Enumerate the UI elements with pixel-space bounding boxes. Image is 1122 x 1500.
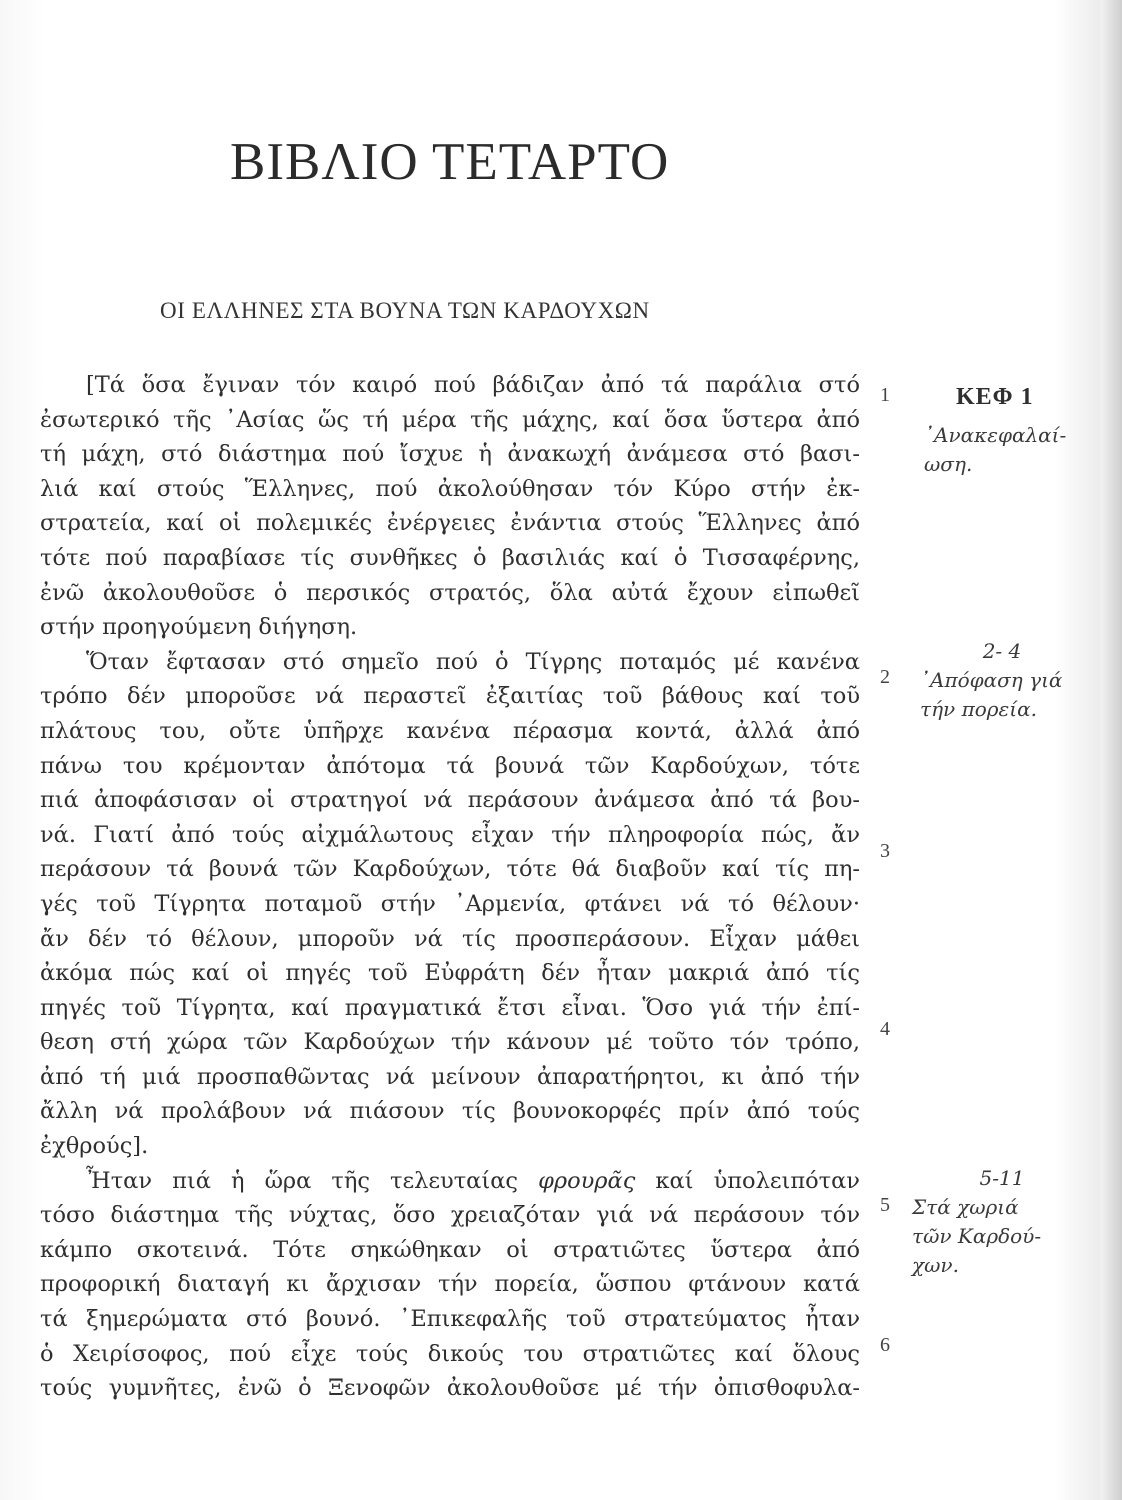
text-line: περάσουν τά βουνά τῶν Καρδούχων, τότε θά διαβοῦν καί τίς πη- xyxy=(40,856,860,883)
text-line: ἐσωτερικό τῆς ᾿Ασίας ὥς τή μέρα τῆς μάχης, καί ὅσα ὕστερα ἀπό xyxy=(40,406,860,433)
italic-word: φρουρᾶς xyxy=(538,1167,636,1194)
text-line: τά ξημερώματα στό βουνό. ᾿Επικεφαλῆς τοῦ στρατεύματος ἦταν xyxy=(40,1306,860,1333)
text-line xyxy=(40,1164,860,1199)
text-line: ἄλλη νά προλάβουν νά πιάσουν τίς βουνοκορφές πρίν ἀπό τούς xyxy=(40,1098,860,1125)
margin-note-villages xyxy=(912,1164,1102,1280)
text-line: πηγές τοῦ Τίγρητα, καί πραγματικά ἔτσι εἶναι. Ὅσο γιά τήν ἐπί- xyxy=(40,994,860,1021)
paragraph-number: 6 xyxy=(880,1334,890,1356)
margin-note-text: Στά χωριά τῶν Καρδού- χων. xyxy=(912,1195,1042,1277)
margin-note-range: 2- 4 xyxy=(982,639,1022,663)
text-line: πλάτους του, οὔτε ὑπῆρχε κανένα πέρασμα κοντά, ἀλλά ἀπό xyxy=(40,717,860,744)
text-line: στήν προηγούμενη διήγηση. xyxy=(40,614,358,641)
text-line: τόσο διάστημα τῆς νύχτας, ὅσο χρειαζόταν γιά νά περάσουν τόν xyxy=(40,1202,860,1229)
text-line: θεση στή χώρα τῶν Καρδούχων τήν κάνουν μέ τοῦτο τόν τρόπο, xyxy=(40,1029,860,1056)
text-line: πάνω του κρέμονταν ἀπότομα τά βουνά τῶν Καρδούχων, τότε xyxy=(40,752,860,779)
text-line: ἐνῶ ἀκολουθοῦσε ὁ περσικός στρατός, ὅλα αὐτά ἔχουν εἰπωθεῖ xyxy=(40,579,860,606)
margin-note-summary xyxy=(924,421,1114,479)
text-segment: καί ὑπολειπόταν xyxy=(635,1167,860,1194)
body-text xyxy=(40,368,860,1406)
text-line: ἄν δέν τό θέλουν, μποροῦν νά τίς προσπεράσουν. Εἶχαν μάθει xyxy=(40,925,860,952)
text-line: ἐχθρούς]. xyxy=(40,1133,149,1160)
text-line: νά. Γιατί ἀπό τούς αἰχμάλωτους εἶχαν τήν πληροφορία πώς, ἄν xyxy=(40,821,860,848)
text-line: τρόπο δέν μποροῦσε νά περαστεῖ ἐξαιτίας τοῦ βάθους καί τοῦ xyxy=(40,683,860,710)
text-line: Ὅταν ἔφτασαν στό σημεῖο πού ὁ Τίγρης ποταμός μέ κανένα xyxy=(86,648,860,675)
paragraph-number: 5 xyxy=(880,1194,890,1216)
text-line: πιά ἀποφάσισαν οἱ στρατηγοί νά περάσουν ἀνάμεσα ἀπό τά βου- xyxy=(40,787,860,814)
text-line: τότε πού παραβίασε τίς συνθῆκες ὁ βασιλιάς καί ὁ Τισσαφέρνης, xyxy=(40,544,860,571)
text-line: κάμπο σκοτεινά. Τότε σηκώθηκαν οἱ στρατιῶτες ὕστερα ἀπό xyxy=(40,1236,860,1263)
margin-note-range: 5-11 xyxy=(979,1166,1025,1190)
book-title: ΒΙΒΛΙΟ ΤΕΤΑΡΤΟ xyxy=(230,133,670,191)
text-line: λιά καί στούς Ἕλληνες, πού ἀκολούθησαν τόν Κύρο στήν ἐκ- xyxy=(40,475,860,502)
text-line: τούς γυμνῆτες, ἐνῶ ὁ Ξενοφῶν ἀκολουθοῦσε μέ τήν ὀπισθοφυλα- xyxy=(40,1375,860,1402)
text-line: ἀκόμα πώς καί οἱ πηγές τοῦ Εὐφράτη δέν ἦταν μακριά ἀπό τίς xyxy=(40,960,860,987)
paragraph-number: 1 xyxy=(880,384,890,406)
text-line: στρατεία, καί οἱ πολεμικές ἐνέργειες ἐνάντια στούς Ἕλληνες ἀπό xyxy=(40,510,860,537)
page-spine-shadow xyxy=(1100,0,1122,1500)
text-line: ἀπό τή μιά προσπαθῶντας νά μείνουν ἀπαρατήρητοι, κι ἀπό τήν xyxy=(40,1063,860,1090)
text-line: ὁ Χειρίσοφος, πού εἶχε τούς δικούς του στρατιῶτες καί ὅλους xyxy=(40,1340,860,1367)
text-line: γές τοῦ Τίγρητα ποταμοῦ στήν ᾿Αρμενία, φτάνει νά τό θέλουν· xyxy=(40,890,860,917)
paragraph-number: 2 xyxy=(880,666,890,688)
section-heading: ΟΙ ΕΛΛΗΝΕΣ ΣΤΑ ΒΟΥΝΑ ΤΩΝ ΚΑΡΔΟΥΧΩΝ xyxy=(160,298,650,323)
text-line: τή μάχη, στό διάστημα πού ἴσχυε ἡ ἀνακωχή ἀνάμεσα στό βασι- xyxy=(40,441,860,468)
text-line: [Τά ὅσα ἔγιναν τόν καιρό πού βάδιζαν ἀπό τά παράλια στό xyxy=(86,372,860,398)
margin-note-decision xyxy=(912,637,1102,724)
text-line: προφορική διαταγή κι ἄρχισαν τήν πορεία, ὥσπου φτάνουν κατά xyxy=(40,1271,860,1298)
paragraph-number: 3 xyxy=(880,840,890,862)
paragraph-number: 4 xyxy=(880,1018,890,1040)
chapter-label: ΚΕΦ 1 xyxy=(956,384,1034,410)
margin-note-text: ᾿Ανακεφαλαί- ωση. xyxy=(924,423,1067,476)
text-segment: Ἦταν πιά ἡ ὥρα τῆς τελευταίας xyxy=(86,1167,539,1194)
margin-note-text: ᾿Απόφαση γιά τήν πορεία. xyxy=(920,668,1063,721)
